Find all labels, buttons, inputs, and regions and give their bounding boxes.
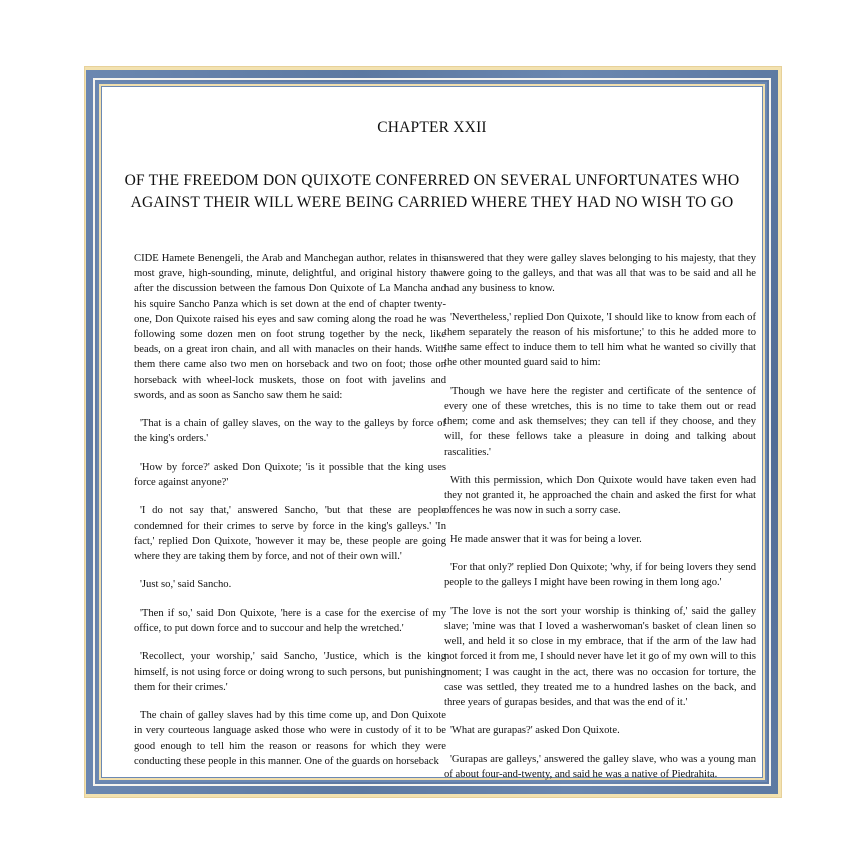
- paragraph: 'How by force?' asked Don Quixote; 'is it possible that the king uses force against anyone?': [134, 461, 446, 489]
- paragraph: 'What are gurapas?' asked Don Quixote.: [450, 725, 620, 737]
- paragraph: With this permission, which Don Quixote would have taken even had they not granted it, he approached the chain and asked the first for what offences he was now in such a sorry case.: [444, 475, 756, 517]
- paragraph: 'The love is not the sort your worship is thinking of,' said the galley slave; 'mine was that I loved a washerwoman's basket of clean linen so well, and held it so close in my embrace, that if the arm of the law had not forced it from me, I should never have let it go of my own will to this moment; I was caught in the act, there was no occasion for torture, the case was settled, they treated me to a hundred lashes on the back, and three years of gurapas besides, and that was the end of it.': [444, 605, 756, 708]
- paragraph: 'Nevertheless,' replied Don Quixote, 'I should like to know from each of them separately the reason of his misfortune;' to this he added more to the same effect to induce them to tell him what he wanted so civilly that the other mounted guard said to him:: [444, 311, 756, 369]
- paragraph: 'For that only?' replied Don Quixote; 'why, if for being lovers they send people to the galleys I might have been rowing in them long ago.': [444, 562, 756, 589]
- paragraph: CIDE Hamete Benengeli, the Arab and Manchegan author, relates in this most grave, high-sounding, minute, delightful, and original history that after the discussion between the famous Don Quixote of La Mancha and his squire Sancho Panza which is set down at the end of chapter twenty-one, Don Quixote raised his eyes and saw coming along the road he was following some dozen men on foot strung together by the neck, like beads, on a great iron chain, and all with manacles on their hands. With them there came also two men on horseback and two on foot; those on horseback with wheel-lock muskets, those on foot with javelins and swords, and as soon as Sancho saw them he said:: [134, 253, 446, 401]
- chapter-heading: CHAPTER XXII: [377, 119, 487, 136]
- paragraph: The chain of galley slaves had by this time come up, and Don Quixote in very courteous language asked those who were in custody of it to be good enough to tell him the reason or reasons for which they were conducting these people in this manner. One of the guards on horseback: [134, 710, 446, 767]
- right-text-column: [444, 251, 756, 795]
- paragraph: 'Then if so,' said Don Quixote, 'here is a case for the exercise of my office, to put down force and to succour and help the wretched.': [134, 607, 446, 634]
- paragraph: 'That is a chain of galley slaves, on the way to the galleys by force of the king's orders.': [134, 418, 446, 445]
- paragraph: 'Gurapas are galleys,' answered the galley slave, who was a young man of about four-and-twenty, and said he was a native of Piedrahita.: [444, 753, 756, 780]
- paragraph: answered that they were galley slaves belonging to his majesty, that they were going to the galleys, and that was all that was to be said and all he had any business to know.: [444, 253, 756, 295]
- paragraph: 'I do not say that,' answered Sancho, 'but that these are people condemned for their crimes to serve by force in the king's galleys.' 'In fact,' replied Don Quixote, 'however it may be, these people are going where they are taking them by force, and not of their own will.': [134, 505, 446, 563]
- paragraph: 'Just so,' said Sancho.: [140, 579, 232, 591]
- paragraph: He made answer that it was for being a lover.: [450, 533, 642, 545]
- paragraph: 'Though we have here the register and certificate of the sentence of every one of these wretches, this is no time to take them out or read them; come and ask themselves; they can tell if they choose, and they will, for these fellows take a pleasure in doing and talking about rascalities.': [444, 385, 756, 458]
- left-text-column: [134, 251, 446, 782]
- paragraph: 'Recollect, your worship,' said Sancho, 'Justice, which is the king himself, is not using force or doing wrong to such persons, but punishing them for their crimes.': [134, 651, 446, 693]
- chapter-title: OF THE FREEDOM DON QUIXOTE CONFERRED ON SEVERAL UNFORTUNATES WHO AGAINST THEIR WILL WERE BEING CARRIED WHERE THEY HAD NO WISH TO GO: [124, 172, 740, 211]
